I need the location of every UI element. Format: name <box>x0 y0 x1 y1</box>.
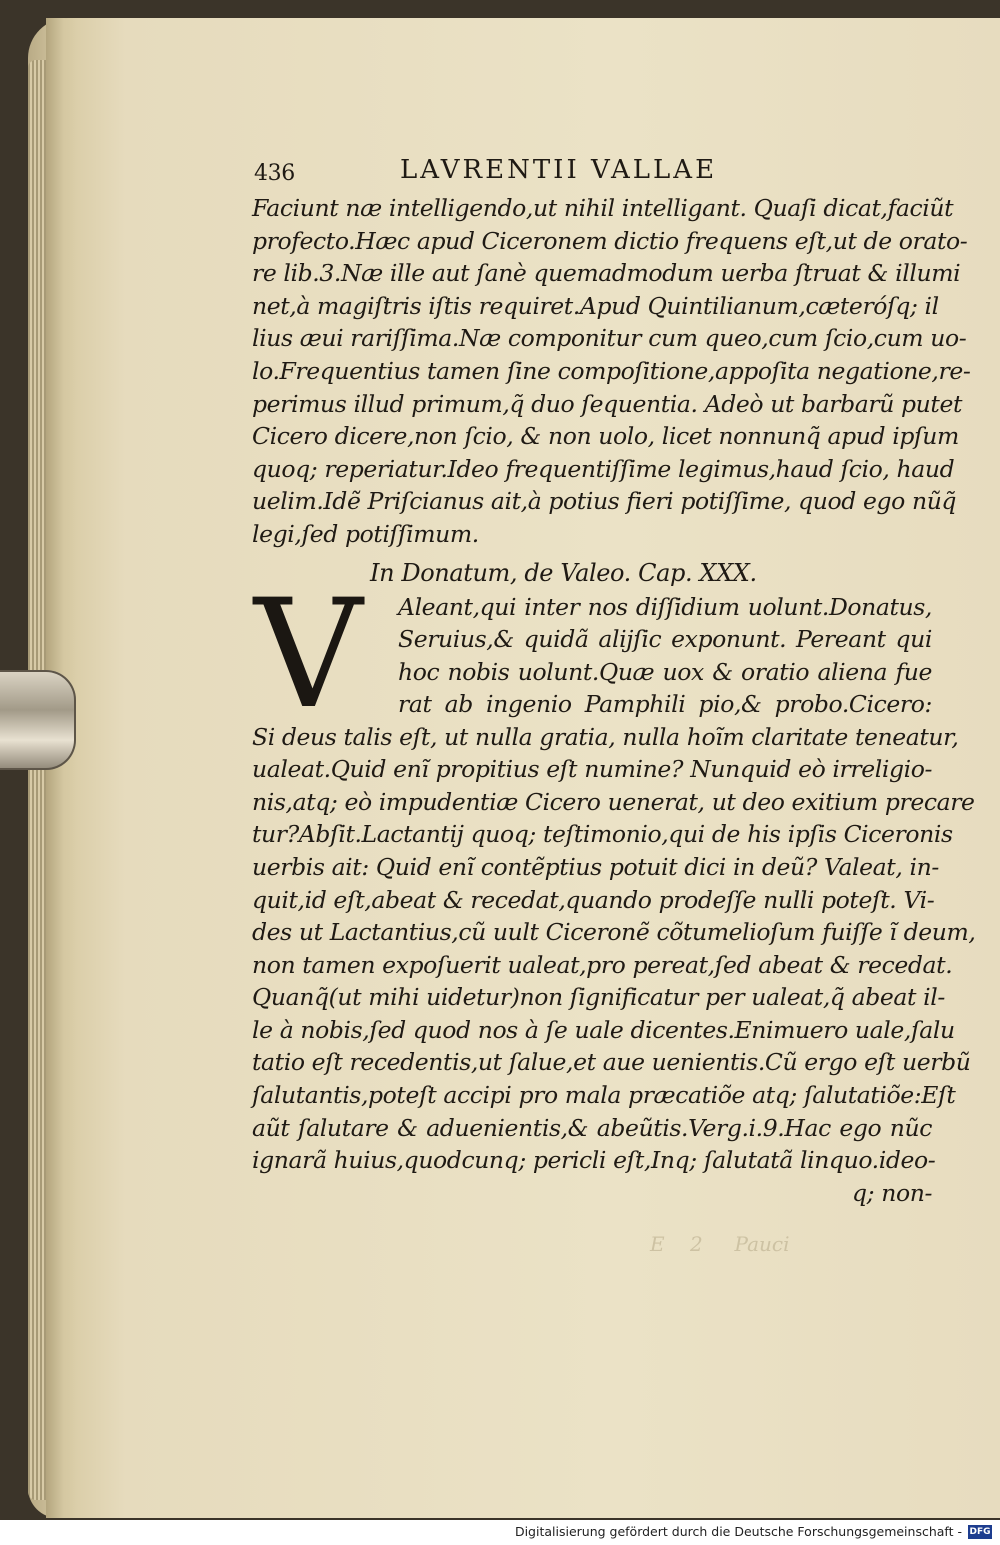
text-line: aũt ſalutare & aduenientis,& abeũtis.Verg.i.9.Hac ego nũc <box>252 1113 932 1142</box>
chapter-heading: In Donatum, de Valeo. Cap. XXX. <box>370 558 757 587</box>
text-line: lius æui rariſſima.Næ componitur cum queo,cum ſcio,cum uo- <box>252 324 967 353</box>
text-line: profecto.Hæc apud Ciceronem dictio frequens eſt,ut de orato- <box>252 226 968 255</box>
footer-bar <box>0 1520 1000 1545</box>
text-line: re lib.3.Næ ille aut ſanè quemadmodum uerba ſtruat & illumi <box>252 259 961 288</box>
text-line: hoc nobis uolunt.Quæ uox & oratio aliena fue <box>398 657 932 686</box>
text-line: tur?Abſit.Lactantij quoq; teſtimonio,qui de his ipſis Ciceronis <box>252 820 953 849</box>
text-column <box>252 150 976 1209</box>
text-line: Si deus talis eſt, ut nulla gratia, nulla hoĩm claritate teneatur, <box>252 722 959 751</box>
text-line: net,à magiſtris iſtis requiret.Apud Quintilianum,cæteróſq; il <box>252 291 939 320</box>
indented-lines <box>398 591 932 721</box>
text-line: non tamen expoſuerit ualeat,pro pereat,ſed abeat & recedat. <box>252 950 953 979</box>
running-head <box>252 150 932 192</box>
text-line: ſalutantis,poteſt accipi pro mala præcatiõe atq; ſalutatiõe:Eſt <box>252 1081 956 1110</box>
text-line: lo.Frequentius tamen ſine compoſitione,appoſita negatione,re- <box>252 356 971 385</box>
running-title: LAVRENTII VALLAE <box>400 155 718 185</box>
text-line: Cicero dicere,non ſcio, & non uolo, licet nonnunq̃ apud ipſum <box>252 422 959 451</box>
text-line: des ut Lactantius,cũ uult Ciceronẽ cõtumelioſum fuiſſe ĩ deum, <box>252 918 976 947</box>
text-line: legi,ſed potiſſimum. <box>252 519 479 548</box>
page-edges <box>28 60 46 1500</box>
text-line: Aleant,qui inter nos diſſidium uolunt.Donatus, <box>398 592 932 621</box>
text-line: Quanq̃(ut mihi uidetur)non ſignificatur per ualeat,q̃ abeat il- <box>252 983 945 1012</box>
text-line: ualeat.Quid enĩ propitius eſt numine? Nunquid eò irreligio- <box>252 755 932 784</box>
paragraph-1 <box>252 192 971 551</box>
show-through-text: E 2 Pauci <box>650 1232 790 1256</box>
text-line: quoq; reperiatur.Ideo frequentiſſime legimus,haud ſcio, haud <box>252 454 955 483</box>
text-line: Seruius,& quidã alijſic exponunt. Pereant qui <box>398 625 932 654</box>
catchword: q; non- <box>852 1178 932 1207</box>
text-line: quit,id eſt,abeat & recedat,quando prodeſſe nulli poteſt. Vi- <box>252 885 935 914</box>
text-line: nis,atq; eò impudentiæ Cicero uenerat, ut deo exitium precare <box>252 787 975 816</box>
text-line: rat ab ingenio Pamphili pio,& probo.Cicero: <box>398 690 932 719</box>
decorated-initial: V <box>254 567 362 742</box>
text-line: perimus illud primum,q̃ duo ſequentia. Adeò ut barbarũ putet <box>252 389 962 418</box>
dfg-logo: DFG <box>969 1527 991 1537</box>
text-line: ignarã huius,quodcunq; pericli eſt,Inq; ſalutatã linquo.ideo- <box>252 1146 936 1175</box>
text-line: tatio eſt recedentis,ut ſalue,et aue uenientis.Cũ ergo eſt uerbũ <box>252 1048 971 1077</box>
book-clasp <box>0 670 76 770</box>
funding-notice: Digitalisierung gefördert durch die Deutsche Forschungsgemeinschaft - <box>514 1524 962 1539</box>
text-line: le à nobis,ſed quod nos à ſe uale dicentes.Enimuero uale,ſalu <box>252 1015 955 1044</box>
text-line: uerbis ait: Quid enĩ contẽptius potuit dici in deũ? Valeat, in- <box>252 852 939 881</box>
text-line: Faciunt næ intelligendo,ut nihil intelligant. Quaſi dicat,faciũt <box>252 194 954 222</box>
paragraph-2 <box>252 721 976 1177</box>
text-line: uelim.Idẽ Priſcianus ait,à potius fieri potiſſime, quod ego nũq̃ <box>252 487 957 516</box>
page-number: 436 <box>254 161 295 186</box>
